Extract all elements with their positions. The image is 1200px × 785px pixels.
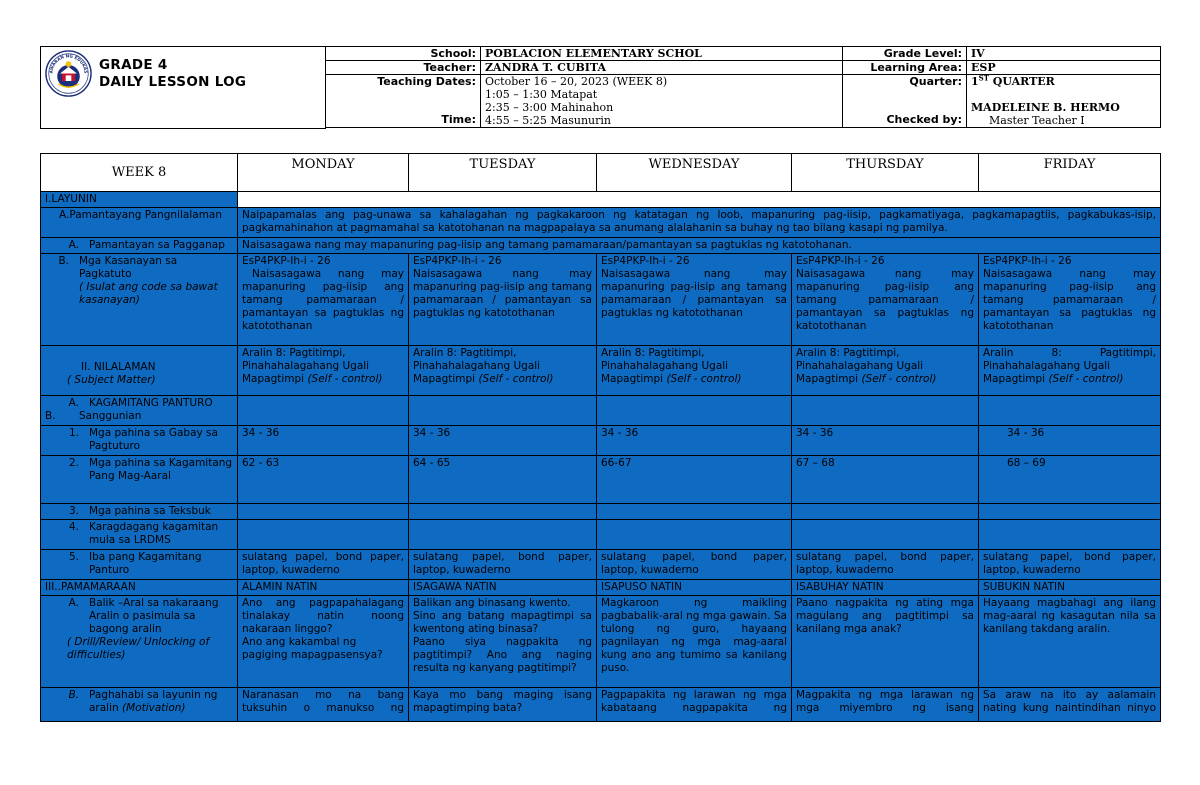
school-value: POBLACION ELEMENTARY SCHOL [481, 47, 843, 61]
week-header: WEEK 8 [41, 154, 238, 192]
day-header-friday: FRIDAY [979, 154, 1161, 192]
aralin-value-thursday: Pinahahalagahang Ugali [796, 360, 924, 372]
kasanayan-tuesday [409, 254, 597, 346]
row1-label: Mga pahina sa Gabay sa Pagtuturo [89, 427, 218, 452]
kagamitan-monday [238, 396, 409, 426]
kagamitan-thursday [792, 396, 979, 426]
row3-wednesday [597, 504, 792, 520]
lesson-table [40, 153, 1161, 722]
row3-thursday [792, 504, 979, 520]
brand-title [99, 57, 246, 91]
kagamitan-wednesday [597, 396, 792, 426]
pangnilalaman-text: Naipapamalas ang pag-unawa sa kahalagahan ng pagkakaroon ng katatagan ng loob, mapanuring pag-iisip, pagkamatiyaga, pagkamapagtiis, pagkabukas-isip, pagkamahinahon at pagmamahal sa katotohanan na magpapalaya sa anumang alalahanin sa buhay ng tao bilang kasapi ng pamilya. [238, 208, 1161, 238]
row1-monday: 34 - 36 [238, 426, 409, 456]
pagha-tuesday: Kaya mo bang maging isang mapagtimping bata? [409, 688, 597, 722]
pagganap-label-cell [41, 238, 238, 254]
row1-friday: 34 - 36 [979, 426, 1161, 456]
teacher-value: ZANDRA T. CUBITA [481, 61, 843, 75]
balik-friday: Hayaang magbahagi ang ilang mag-aaral ng kasagutan nila sa kanilang takdang aralin. [979, 596, 1161, 688]
learning-area-label: Learning Area: [843, 61, 967, 75]
time-slot-1: 1:05 – 1:30 Matapat [485, 88, 598, 101]
aralin-thursday [792, 346, 979, 396]
aralin-line3-wednesday [601, 373, 787, 386]
kasanayan-thursday [792, 254, 979, 346]
pagganap-label: Pamantayan sa Pagganap [89, 239, 225, 251]
balik-label: Balik –Aral sa nakaraang Aralin o pasimula sa bagong aralin [89, 597, 219, 635]
aralin-line3-monday [242, 373, 404, 386]
aralin-english-thursday: (Self - control) [858, 373, 937, 385]
row5-label: Iba pang Kagamitang Panturo [89, 551, 202, 576]
balik-monday [238, 596, 409, 688]
pagha-thursday: Magpakita ng mga larawan ng mga miyembro ng isang [792, 688, 979, 722]
checker-name: MADELEINE B. HERMO [971, 101, 1120, 114]
section-wednesday: ISAPUSO NATIN [597, 580, 792, 596]
row3-num: 3. [68, 505, 79, 517]
kagamitan-num: A. [68, 397, 79, 409]
pagganap-num: A. [68, 239, 79, 251]
row2-friday: 68 – 69 [979, 456, 1161, 504]
row5-thursday: sulatang papel, bond paper, laptop, kuwaderno [792, 550, 979, 580]
quarter-value [971, 75, 1156, 88]
nilalaman-label: II. NILALAMAN [81, 361, 156, 373]
grade-level-label: Grade Level: [843, 47, 967, 61]
aralin-number-friday: 8: [1051, 347, 1062, 359]
quarter-suffix: ST [978, 74, 989, 83]
aralin-english-friday: (Self - control) [1045, 373, 1124, 385]
nilalaman-sub: ( Subject Matter) [67, 374, 156, 386]
kasanayan-friday [979, 254, 1161, 346]
row4-wednesday [597, 520, 792, 550]
aralin-title-monday: Aralin 8: Pagtitimpi, [242, 347, 346, 359]
balik-monday-q2: Ano ang kakambal ng pagiging mapagpasensya? [242, 636, 383, 661]
time-slot-3: 4:55 – 5:25 Masunurin [485, 114, 611, 127]
kasanayan-num: B. [58, 255, 69, 267]
row2-tuesday: 64 - 65 [409, 456, 597, 504]
section-friday: SUBUKIN NATIN [979, 580, 1161, 596]
aralin-line3-friday [983, 373, 1156, 386]
row4-monday [238, 520, 409, 550]
day-header-wednesday: WEDNESDAY [597, 154, 792, 192]
school-label: School: [326, 47, 481, 61]
balik-tuesday [409, 596, 597, 688]
balik-label-cell [41, 596, 238, 688]
learning-area-value: ESP [967, 61, 1161, 75]
pangnilalaman-label: A.Pamantayang Pangnilalaman [41, 208, 238, 238]
row3-label: Mga pahina sa Teksbuk [89, 505, 211, 517]
time-slot-2: 2:35 – 3:00 Mahinahon [485, 101, 614, 114]
code-wednesday: EsP4PKP-Ih-i - 26 [601, 255, 690, 267]
aralin-tuesday [409, 346, 597, 396]
row4-thursday [792, 520, 979, 550]
row4-num: 4. [68, 521, 79, 533]
row2-monday: 62 - 63 [238, 456, 409, 504]
aralin-line3-tuesday [413, 373, 592, 386]
pamamaraan-label: III..PAMAMARAAN [41, 580, 238, 596]
svg-text:KAGAWARAN NG EDUKASYON: AWARAN NG EDUKAS [48, 53, 89, 74]
aralin-trait-monday: Mapagtimpi [242, 373, 305, 385]
quarter-checked-value [967, 75, 1161, 128]
deped-seal-icon [45, 50, 92, 97]
aralin-title-wednesday: Aralin 8: Pagtitimpi, [601, 347, 705, 359]
row3-label-cell [41, 504, 238, 520]
code-monday: EsP4PKP-Ih-i - 26 [242, 255, 331, 267]
balik-sub: ( Drill/Review/ Unlocking of difficulties) [67, 636, 210, 661]
row3-friday [979, 504, 1161, 520]
row5-wednesday: sulatang papel, bond paper, laptop, kuwaderno [597, 550, 792, 580]
kagamitan-label-cell [41, 396, 238, 426]
aralin-title-friday [983, 347, 1156, 360]
code-friday: EsP4PKP-Ih-i - 26 [983, 255, 1072, 267]
balik-tuesday-line1: Balikan ang binasang kwento. [413, 597, 571, 609]
kagamitan-tuesday [409, 396, 597, 426]
aralin-value-friday: Pinahahalagahang Ugali [983, 360, 1111, 372]
kagamitan-friday [979, 396, 1161, 426]
row1-tuesday: 34 - 36 [409, 426, 597, 456]
header-table [40, 46, 1161, 129]
teacher-label: Teacher: [326, 61, 481, 75]
quarter-label: Quarter: [909, 75, 962, 88]
grade-level-value: IV [967, 47, 1161, 61]
aralin-value-wednesday: Pinahahalagahang Ugali [601, 360, 729, 372]
aralin-trait-thursday: Mapagtimpi [796, 373, 859, 385]
log-title: DAILY LESSON LOG [99, 74, 247, 90]
row1-wednesday: 34 - 36 [597, 426, 792, 456]
sanggunian-label: Sanggunian [79, 410, 142, 422]
row5-monday: sulatang papel, bond paper, laptop, kuwaderno [238, 550, 409, 580]
day-header-tuesday: TUESDAY [409, 154, 597, 192]
aralin-value-tuesday: Pinahahalagahang Ugali [413, 360, 541, 372]
kasanayan-text-friday: Naisasagawa nang may mapanuring pag-iisip ang tamang pamamaraan / pamantayan sa pagtuklas ng katotothanan [983, 268, 1156, 332]
row5-label-cell [41, 550, 238, 580]
row4-label: Karagdagang kagamitan mula sa LRDMS [89, 521, 219, 546]
balik-tuesday-line2: Sino ang batang mapagtimpi sa kwentong ating binasa? [413, 610, 592, 635]
row1-num: 1. [68, 427, 79, 439]
pagha-sub: (Motivation) [118, 702, 186, 714]
pagha-wednesday: Pagpapakita ng larawan ng mga kabataang nagpapakita ng [597, 688, 792, 722]
aralin-friday [979, 346, 1161, 396]
time-label: Time: [441, 113, 476, 126]
aralin-english-wednesday: (Self - control) [663, 373, 742, 385]
row5-friday: sulatang papel, bond paper, laptop, kuwaderno [979, 550, 1161, 580]
nilalaman-label-cell [41, 346, 238, 396]
kagamitan-label: KAGAMITANG PANTURO [89, 397, 213, 409]
row5-tuesday: sulatang papel, bond paper, laptop, kuwaderno [409, 550, 597, 580]
row1-label-cell [41, 426, 238, 456]
aralin-english-monday: (Self - control) [304, 373, 383, 385]
dates-time-value [481, 75, 843, 128]
row4-label-cell [41, 520, 238, 550]
row3-monday [238, 504, 409, 520]
aralin-wednesday [597, 346, 792, 396]
aralin-monday [238, 346, 409, 396]
code-thursday: EsP4PKP-Ih-i - 26 [796, 255, 885, 267]
row4-tuesday [409, 520, 597, 550]
aralin-title-tuesday: Aralin 8: Pagtitimpi, [413, 347, 517, 359]
aralin-line3-thursday [796, 373, 974, 386]
aralin-topic-friday: Pagtitimpi, [1099, 347, 1156, 359]
quarter-number: 1 [971, 75, 979, 88]
kasanayan-text-tuesday: Naisasagawa nang may mapanuring pag-iisip ang tamang pamamaraan / pamantayan sa pagtuklas ng katotothanan [413, 268, 592, 319]
sanggunian-num: B. [45, 410, 56, 422]
aralin-trait-friday: Mapagtimpi [983, 373, 1046, 385]
code-tuesday: EsP4PKP-Ih-i - 26 [413, 255, 502, 267]
pagha-monday: Naranasan mo na bang tuksuhin o manukso ng [238, 688, 409, 722]
kasanayan-text-wednesday: Naisasagawa nang may mapanuring pag-iisip ang tamang pamamaraan / pamantayan sa pagtuklas ng katotothanan [601, 268, 787, 319]
aralin-title-thursday: Aralin 8: Pagtitimpi, [796, 347, 900, 359]
dates-time-label [326, 75, 481, 128]
teaching-dates-value: October 16 – 20, 2023 (WEEK 8) [485, 75, 668, 88]
row2-label-cell [41, 456, 238, 504]
row5-num: 5. [68, 551, 79, 563]
quarter-word: QUARTER [988, 75, 1055, 88]
kasanayan-wednesday [597, 254, 792, 346]
day-header-thursday: THURSDAY [792, 154, 979, 192]
aralin-english-tuesday: (Self - control) [475, 373, 554, 385]
row4-friday [979, 520, 1161, 550]
balik-wednesday: Magkaroon ng maikling pagbabalik-aral ng mga gawain. Sa tulong ng guro, hayaang pagnilayan ng mga mag-aaral kung ano ang tumimo sa kanilang puso. [597, 596, 792, 688]
row3-tuesday [409, 504, 597, 520]
kasanayan-sub: ( Isulat ang code sa bawat kasanayan) [79, 281, 218, 306]
day-header-monday: MONDAY [238, 154, 409, 192]
balik-num: A. [68, 597, 79, 609]
balik-monday-q1: Ano ang pagpapahalagang tinalakay natin noong nakaraan linggo? [242, 597, 404, 635]
kasanayan-label-cell [41, 254, 238, 346]
row2-wednesday: 66-67 [597, 456, 792, 504]
row1-thursday: 34 - 36 [792, 426, 979, 456]
kasanayan-label: Mga Kasanayan sa Pagkatuto [79, 255, 178, 280]
quarter-checked-label [843, 75, 967, 128]
aralin-value-monday: Pinahahalagahang Ugali [242, 360, 370, 372]
checked-by-label: Checked by: [886, 113, 962, 126]
row2-label: Mga pahina sa Kagamitang Pang Mag-Aaral [89, 457, 233, 482]
pagha-label-cell [41, 688, 238, 722]
row2-thursday: 67 – 68 [792, 456, 979, 504]
kasanayan-monday [238, 254, 409, 346]
layunin-blank [238, 192, 1161, 208]
teaching-dates-label: Teaching Dates: [377, 75, 476, 88]
balik-tuesday-line3: Paano siya nagpakita ng pagtitimpi? Ano ang naging resulta ng kanyang pagtitimpi? [413, 636, 592, 674]
pagha-num: B. [68, 689, 79, 701]
brand-cell [41, 47, 326, 129]
section-tuesday: ISAGAWA NATIN [409, 580, 597, 596]
aralin-word-friday: Aralin [983, 347, 1014, 359]
pagha-label: Paghahabi sa layunin ng aralin [89, 689, 218, 714]
pagganap-text: Naisasagawa nang may mapanuring pag-iisip ang tamang pamamaraan/pamantayan sa pagtuklas ng katotohanan. [238, 238, 1161, 254]
section-monday: ALAMIN NATIN [238, 580, 409, 596]
kasanayan-text-thursday: Naisasagawa nang may mapanuring pag-iisip ang tamang pamamaraan / pamantayan sa pagtuklas ng katotothanan [796, 268, 974, 332]
layunin-label: I.LAYUNIN [41, 192, 238, 208]
grade-title: GRADE 4 [99, 57, 168, 73]
aralin-trait-tuesday: Mapagtimpi [413, 373, 476, 385]
section-thursday: ISABUHAY NATIN [792, 580, 979, 596]
checker-title: Master Teacher I [989, 114, 1085, 127]
kasanayan-text-monday: Naisasagawa nang may mapanuring pag-iisip ang tamang pamamaraan / pamantayan sa pagtuklas ng katotothanan [242, 268, 404, 332]
row2-num: 2. [68, 457, 79, 469]
aralin-trait-wednesday: Mapagtimpi [601, 373, 664, 385]
balik-thursday: Paano nagpakita ng ating mga magulang ang pagtitimpi sa kanilang mga anak? [792, 596, 979, 688]
pagha-friday: Sa araw na ito ay aalamain nating kung naintindihan ninyo [979, 688, 1161, 722]
